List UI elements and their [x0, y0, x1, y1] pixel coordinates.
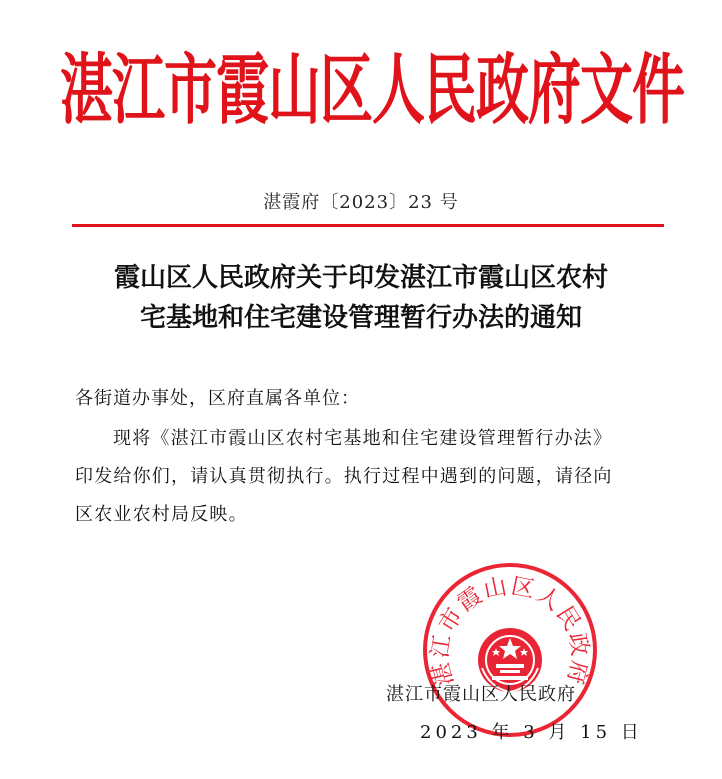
seal-text: 湛江市霞山区人民政府	[427, 573, 593, 689]
body-line-3: 区农业农村局反映。	[75, 504, 248, 525]
body-line-1: 现将《湛江市霞山区农村宅基地和住宅建设管理暂行办法》	[113, 428, 613, 449]
issuer-signature: 湛江市霞山区人民政府	[386, 684, 576, 705]
document-title-line-1: 霞山区人民政府关于印发湛江市霞山区农村	[113, 263, 608, 293]
document-number: 湛霞府〔2023〕23 号	[263, 192, 459, 213]
red-divider-rule	[72, 224, 664, 227]
document-masthead: 湛江市霞山区人民政府文件	[60, 49, 684, 135]
body-line-2: 印发给你们，请认真贯彻执行。执行过程中遇到的问题，请径向	[75, 466, 613, 487]
document-title-line-2: 宅基地和住宅建设管理暂行办法的通知	[139, 303, 582, 333]
issue-date: 2023 年 3 月 15 日	[420, 722, 643, 743]
document-title	[60, 258, 662, 338]
body-paragraph	[75, 420, 665, 534]
salutation: 各街道办事处，区府直属各单位：	[75, 388, 360, 409]
official-seal	[420, 560, 600, 740]
